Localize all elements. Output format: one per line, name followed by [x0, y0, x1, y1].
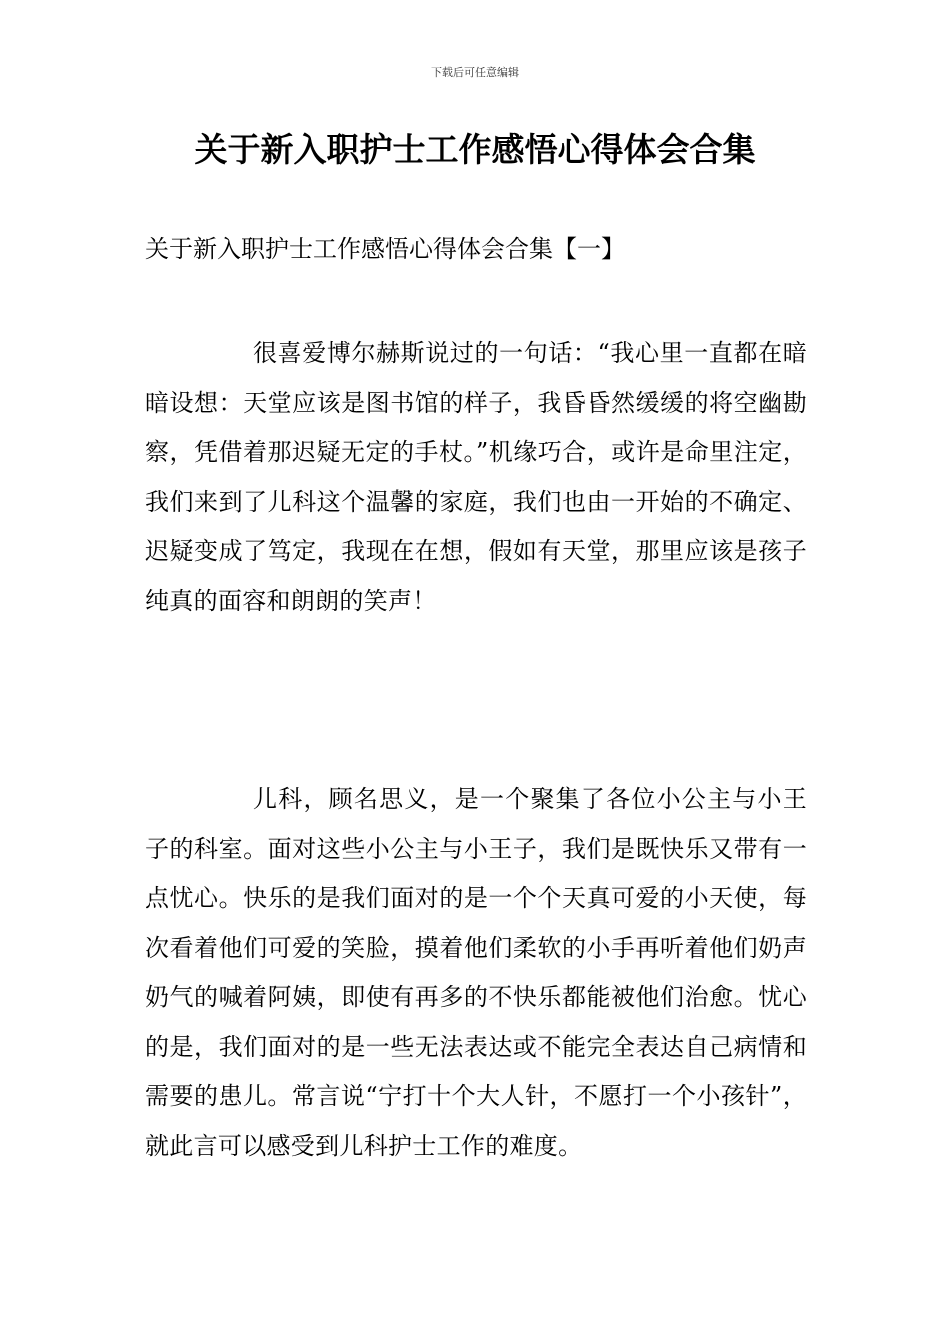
- body-paragraph-1: 很喜爱博尔赫斯说过的一句话：“我心里一直都在暗暗设想：天堂应该是图书馆的样子，我昏昏然缓缓的将空幽勘察，凭借着那迟疑无定的手杖。”机缘巧合，或许是命里注定，我们来到了儿科这个温馨的家庭，我们也由一开始的不确定、迟疑变成了笃定，我现在在想，假如有天堂，那里应该是孩子纯真的面容和朗朗的笑声！: [145, 339, 807, 615]
- header-note: 下载后可任意编辑: [431, 66, 519, 79]
- body-paragraph-2: 儿科，顾名思义，是一个聚集了各位小公主与小王子的科室。面对这些小公主与小王子，我们是既快乐又带有一点忧心。快乐的是我们面对的是一个个天真可爱的小天使，每次看着他们可爱的笑脸，摸着他们柔软的小手再听着他们奶声奶气的喊着阿姨，即使有再多的不快乐都能被他们治愈。忧心的是，我们面对的是一些无法表达或不能完全表达自己病情和需要的患儿。常言说“宁打十个大人针，不愿打一个小孩针”，就此言可以感受到儿科护士工作的难度。: [145, 785, 807, 1160]
- document-title: 关于新入职护士工作感悟心得体会合集: [194, 130, 756, 169]
- section-heading: 关于新入职护士工作感悟心得体会合集【一】: [145, 235, 625, 263]
